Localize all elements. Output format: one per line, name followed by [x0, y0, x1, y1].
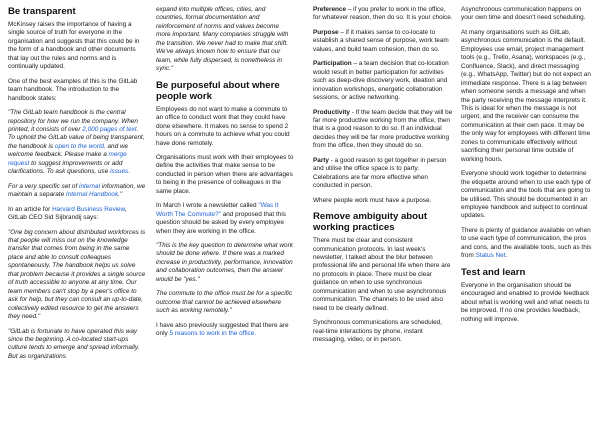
reason-preference: Preference – if you prefer to work in the office, for whatever reason, then do so. It is your choice. [313, 6, 453, 22]
paragraph: In an article for Harvard Business Review, GitLab CEO Sid Sijbrandij says: [8, 205, 127, 222]
column-1 [8, 6, 146, 367]
heading-be-transparent: Be transparent [8, 6, 76, 17]
heading-be-purposeful: Be purposeful about where people work [156, 79, 280, 102]
commute-quote: "This is the key question to determine what work should be done where. If there was a marked increase in productivity, performance, innovation and collaboration outcomes, then the answer would be "yes." [156, 242, 293, 283]
paragraph: There must be clear and consistent communication protocols. In last week's newsletter, I talked about the blur between professional life and personal life when there are no protocols in place. There must be clear guidance on when to use synchronous communication and when to use asynchronous communication. The channels to be used also need to be clearly defined. [313, 237, 451, 312]
paragraph: Everyone in the organisation should be encouraged and enabled to provide feedback about what is working well and what needs to be improved. If no one provides feedback, nothing will improve. [461, 281, 590, 323]
paragraph: Synchronous communications are scheduled, real-time interactions by phone, instant messaging, video, or in person. [313, 319, 442, 344]
internal-handbook-quote: For a very specific set of internal information, we maintain a separate Internal Handbook." [8, 182, 146, 199]
reason-purpose: Purpose – if it makes sense to co-locate to establish a shared sense of purpose, work team values, and build team cohesion, then do so. [313, 28, 449, 53]
was-it-worth-the-commute-link[interactable]: "Was It Worth The Commute?" [156, 202, 279, 218]
ceo-quote-2: "GitLab is fortunate to have operated this way since the beginning. A co-located start-ups culture tends to emerge and spread informally. But as organizations [8, 327, 140, 360]
paragraph: One of the best examples of this is the GitLab team handbook. The introduction to the handbook states: [8, 77, 138, 102]
status-net-link[interactable]: Status Net [475, 252, 506, 260]
heading-test-and-learn: Test and learn [461, 266, 526, 278]
paragraph: Organisations must work with their employees to define the activities that make sense to be conducted in person when there are advantages to being in the presence of colleagues in the same place. [156, 153, 294, 195]
pages-of-text-link[interactable]: 2,000 pages of text. [82, 126, 139, 134]
internal-handbook-link[interactable]: Internal Handbook [65, 191, 119, 199]
reason-productivity: Productivity - If the team decide that they will be far more productive working from the office, then that is a good reason to do so. If an individual decides they will be far more productive working from the office, then they should do so. [313, 108, 453, 150]
paragraph: At many organisations such as GitLab, asynchronous communication is the default. Employees use email, project management tools (e.g., Trello, Asana), workspaces (e.g., Confluence, Slack), and direct messaging (e.g., WhatsApp, Twitter) but do not expect an immediate response. There is a lag between when someone sends a message and when the party receiving the message interprets it. This is ideal for when the message is not urgent, and the receiver can consume the communication at their own pace. It may be the only way for employees with different time zones to communicate effectively without sacrificing their personal time outside of working hours. [461, 28, 591, 163]
reason-party: Party - a good reason to get together in person and utilise the office space is to party. Celebrations are far more effective when conducted in person. [313, 156, 447, 190]
open-to-world-link[interactable]: open to the world, [54, 142, 106, 150]
merge-request-link[interactable]: merge request [8, 151, 127, 167]
handbook-quote: "The GitLab team handbook is the central repository for how we run the company. When printed, it consists of over 2,000 pages of text. To uphold the GitLab value of being transparent, the handbook is open to the world, and we welcome feedback. Please make a merge request to suggest improvements or add clarifications. To ask questions, use issues. [8, 109, 145, 176]
commute-quote-2: The commute to the office must be for a specific outcome that cannot be achieved elsewhere such as working remotely." [156, 290, 293, 315]
reason-participation: Participation – a team decision that co-location would result in better participation for activities such as deep-dive discovery work, ideation and innovation workshops, energetic collaboration sessions, or active networking. [313, 60, 449, 102]
column-4 [461, 6, 593, 330]
paragraph: Where people work must have a purpose. [313, 196, 432, 204]
ceo-quote-continued: expand into multiple offices, cities, and countries, formal documentation and reinforcement of norms and values become more important. Many companies struggle with the transition. We never had to make that shift. We've always known how to ensure that our team, while fully dispersed, is nonetheless in sync." [156, 6, 289, 73]
paragraph: In March I wrote a newsletter called "Was It Worth The Commute?" and proposed that this question should be asked by every employee when they are working in the office. [156, 202, 286, 235]
paragraph: Employees do not want to make a commute to an office to conduct work that they could have done elsewhere. It makes no sense to spend 2 hours on a commute to achieve what you could have done remotely. [156, 105, 290, 147]
paragraph: McKinsey raises the importance of having a single source of truth for everyone in the organisation and suggests that this could be in the form of a handbook and other documents that lay out the rules and norms and is continually updated. [8, 21, 140, 71]
paragraph: Everyone should work together to determine the etiquette around when to use each type of communication and the tools that are going to be utilised. This should be documented in an employee handbook and subject to continual updates. [461, 170, 591, 220]
paragraph: Asynchronous communication happens on your own time and doesn't need scheduling. [461, 6, 586, 22]
paragraph: I have also previously suggested that there are only 5 reasons to work in the office. [156, 321, 289, 338]
heading-remove-ambiguity: Remove ambiguity about working practices [313, 211, 428, 234]
paragraph: There is plenty of guidance available on when to use each type of communication, the pros and cons, and the available tools, such as this from Status Net. [461, 226, 592, 260]
internal-link[interactable]: internal [79, 182, 101, 190]
five-reasons-link[interactable]: 5 reasons to work in the office. [169, 330, 257, 338]
issues-link[interactable]: issues. [110, 168, 130, 176]
column-3 [313, 6, 453, 351]
harvard-business-review-link[interactable]: Harvard Business Review [52, 205, 125, 213]
column-2 [156, 6, 294, 345]
ceo-quote: "One big concern about distributed workforces is that people will miss out on the knowledge transfer that comes from being in the same place and able to consult colleagues spontaneously. The handbook helps us solve that problem because it provides a single source of truth accessible to anyone at any time. Our team members can't stop by a peer's office to ask for help, but they can consult an up-to-date, collectively edited resource to get the answers they need." [8, 228, 146, 321]
